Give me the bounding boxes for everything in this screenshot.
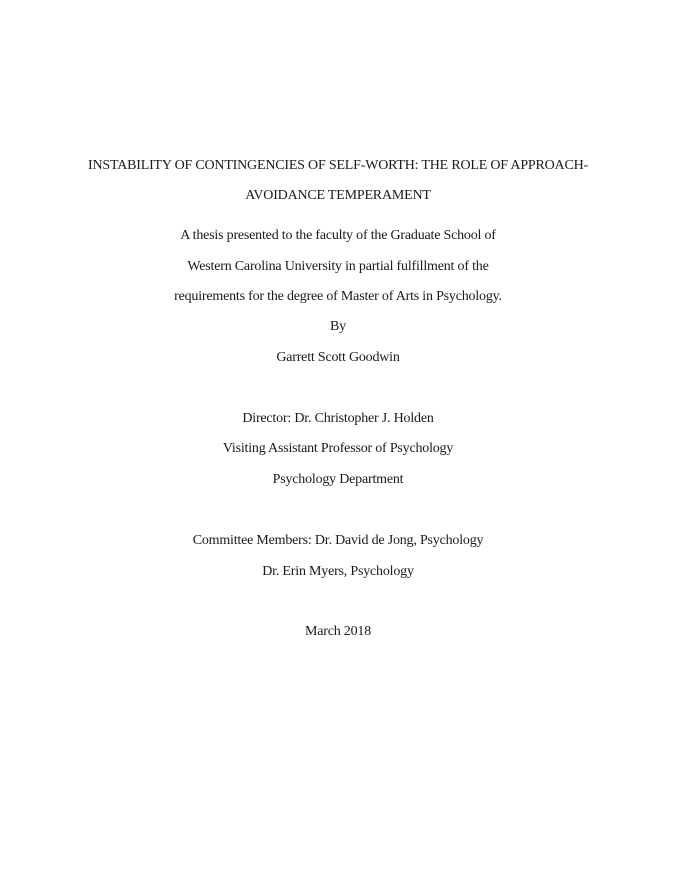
director-title: Visiting Assistant Professor of Psychology (222, 441, 454, 456)
thesis-statement-line-2: Western Carolina University in partial fulfillment of the (187, 259, 489, 274)
thesis-statement-line-3: requirements for the degree of Master of Arts in Psychology. (174, 289, 502, 304)
by-label: By (330, 319, 346, 334)
director-department: Psychology Department (272, 472, 404, 487)
director-line: Director: Dr. Christopher J. Holden (242, 411, 434, 426)
submission-date: March 2018 (304, 624, 372, 639)
thesis-statement-line-1: A thesis presented to the faculty of the Graduate School of (180, 228, 496, 243)
committee-members-line-1: Committee Members: Dr. David de Jong, Psychology (192, 533, 484, 548)
thesis-title-line-2: AVOIDANCE TEMPERAMENT (245, 188, 431, 203)
author-name: Garrett Scott Goodwin (276, 350, 400, 365)
thesis-title-line-1: INSTABILITY OF CONTINGENCIES OF SELF-WORTH: THE ROLE OF APPROACH- (88, 158, 588, 173)
committee-members-line-2: Dr. Erin Myers, Psychology (262, 564, 414, 579)
